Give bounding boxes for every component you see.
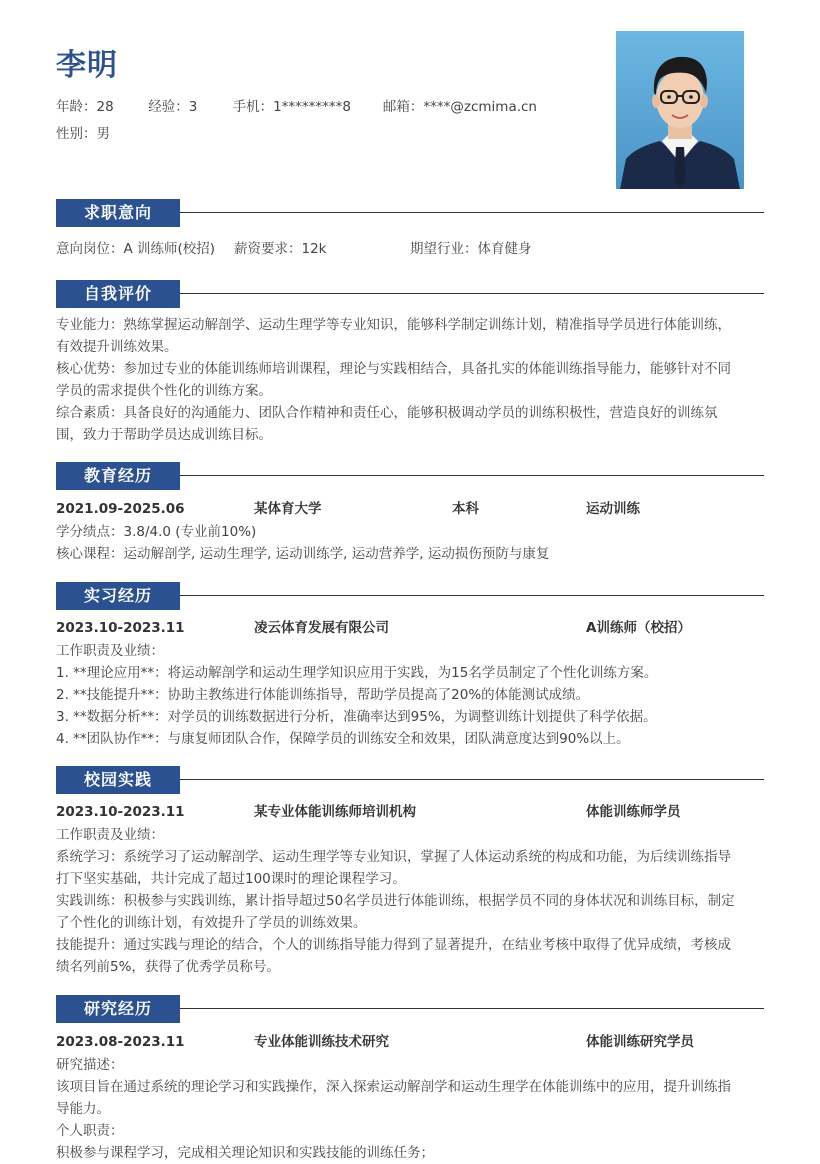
text-line: 围，致力于帮助学员达成训练目标。 bbox=[56, 427, 272, 443]
section-title: 研究经历 bbox=[56, 995, 180, 1023]
section-header bbox=[56, 462, 764, 490]
section-header bbox=[56, 766, 764, 794]
section-title: 实习经历 bbox=[56, 582, 180, 610]
research-role: 体能训练研究学员 bbox=[586, 1034, 694, 1050]
internship-details bbox=[56, 640, 764, 750]
text-line: 工作职责及业绩： bbox=[56, 643, 164, 659]
email: 邮箱：****@zcmima.cn bbox=[382, 99, 537, 115]
text-line: 综合素质：具备良好的沟通能力、团队合作精神和责任心，能够积极调动学员的训练积极性，营造良好的训练氛 bbox=[56, 405, 718, 421]
gender: 性别：男 bbox=[56, 126, 110, 142]
section-divider bbox=[180, 293, 764, 294]
text-line: 2. **技能提升**：协助主教练进行体能训练指导，帮助学员提高了20%的体能测试成绩。 bbox=[56, 687, 590, 703]
intent-salary: 薪资要求：12k bbox=[234, 241, 327, 257]
text-line: 3. **数据分析**：对学员的训练数据进行分析，准确率达到95%，为调整训练计划提供了科学依据。 bbox=[56, 709, 657, 725]
education-date: 2021.09-2025.06 bbox=[56, 501, 185, 517]
self-evaluation-section bbox=[56, 280, 764, 446]
internship-company: 凌云体育发展有限公司 bbox=[254, 620, 389, 636]
text-line: 学员的需求提供个性化的训练方案。 bbox=[56, 383, 272, 399]
internship-section bbox=[56, 582, 764, 750]
candidate-name: 李明 bbox=[56, 48, 118, 83]
education-degree: 本科 bbox=[452, 501, 479, 517]
campus-org: 某专业体能训练师培训机构 bbox=[254, 804, 416, 820]
job-intent-section bbox=[56, 199, 764, 260]
research-project: 专业体能训练技术研究 bbox=[254, 1034, 389, 1050]
education-section bbox=[56, 462, 764, 565]
internship-role: A训练师（校招） bbox=[586, 620, 691, 636]
text-line: 核心优势：参加过专业的体能训练师培训课程，理论与实践相结合，具备扎实的体能训练指导能力，能够针对不同 bbox=[56, 361, 731, 377]
section-divider bbox=[180, 779, 764, 780]
age: 年龄：28 bbox=[56, 99, 114, 115]
self-evaluation-text bbox=[56, 314, 764, 446]
intent-position: 意向岗位：A 训练师(校招) bbox=[56, 241, 216, 257]
phone: 手机：1*********8 bbox=[232, 99, 352, 115]
text-line: 打下坚实基础，共计完成了超过100课时的理论课程学习。 bbox=[56, 871, 406, 887]
text-line: 1. **理论应用**：将运动解剖学和运动生理学知识应用于实践，为15名学员制定了个性化训练方案。 bbox=[56, 665, 658, 681]
text-line: 个人职责： bbox=[56, 1123, 124, 1139]
text-line: 导能力。 bbox=[56, 1101, 110, 1117]
research-entry-header bbox=[56, 1031, 764, 1053]
section-header bbox=[56, 199, 764, 227]
text-line: 研究描述： bbox=[56, 1057, 124, 1073]
research-details bbox=[56, 1054, 764, 1164]
gender-row bbox=[56, 122, 110, 142]
campus-practice-section bbox=[56, 766, 764, 978]
text-line: 4. **团队协作**：与康复师团队合作，保障学员的训练安全和效果，团队满意度达到90%以上。 bbox=[56, 731, 630, 747]
education-entry-header bbox=[56, 498, 764, 520]
campus-role: 体能训练师学员 bbox=[586, 804, 681, 820]
text-line: 技能提升：通过实践与理论的结合，个人的训练指导能力得到了显著提升，在结业考核中取得了优异成绩，考核成 bbox=[56, 937, 731, 953]
section-header bbox=[56, 280, 764, 308]
text-line: 工作职责及业绩： bbox=[56, 827, 164, 843]
education-courses: 核心课程：运动解剖学, 运动生理学, 运动训练学, 运动营养学, 运动损伤预防与康复 bbox=[56, 546, 550, 562]
section-divider bbox=[180, 212, 764, 213]
section-title: 教育经历 bbox=[56, 462, 180, 490]
section-title: 自我评价 bbox=[56, 280, 180, 308]
education-gpa: 学分绩点：3.8/4.0 (专业前10%) bbox=[56, 524, 257, 540]
text-line: 绩名列前5%，获得了优秀学员称号。 bbox=[56, 959, 280, 975]
text-line: 积极参与课程学习，完成相关理论知识和实践技能的训练任务； bbox=[56, 1145, 434, 1161]
campus-details bbox=[56, 824, 764, 978]
intent-industry: 期望行业：体育健身 bbox=[410, 241, 532, 257]
section-divider bbox=[180, 1008, 764, 1009]
basic-info-row bbox=[56, 95, 537, 115]
education-major: 运动训练 bbox=[586, 501, 640, 517]
internship-entry-header bbox=[56, 617, 764, 639]
section-title: 求职意向 bbox=[56, 199, 180, 227]
section-title: 校园实践 bbox=[56, 766, 180, 794]
section-header bbox=[56, 582, 764, 610]
text-line: 了个性化的训练计划，有效提升了学员的训练效果。 bbox=[56, 915, 367, 931]
campus-entry-header bbox=[56, 801, 764, 823]
profile-photo bbox=[616, 31, 744, 189]
section-header bbox=[56, 995, 764, 1023]
text-line: 实践训练：积极参与实践训练，累计指导超过50名学员进行体能训练，根据学员不同的身体状况和训练目标，制定 bbox=[56, 893, 735, 909]
text-line: 专业能力：熟练掌握运动解剖学、运动生理学等专业知识，能够科学制定训练计划，精准指导学员进行体能训练， bbox=[56, 317, 731, 333]
internship-date: 2023.10-2023.11 bbox=[56, 620, 185, 636]
text-line: 该项目旨在通过系统的理论学习和实践操作，深入探索运动解剖学和运动生理学在体能训练中的应用，提升训练指 bbox=[56, 1079, 731, 1095]
campus-date: 2023.10-2023.11 bbox=[56, 804, 185, 820]
text-line: 系统学习：系统学习了运动解剖学、运动生理学等专业知识，掌握了人体运动系统的构成和功能，为后续训练指导 bbox=[56, 849, 731, 865]
research-date: 2023.08-2023.11 bbox=[56, 1034, 185, 1050]
education-school: 某体育大学 bbox=[254, 501, 322, 517]
experience: 经验：3 bbox=[148, 99, 198, 115]
text-line: 有效提升训练效果。 bbox=[56, 339, 178, 355]
section-divider bbox=[180, 475, 764, 476]
profile-photo-image bbox=[616, 31, 744, 189]
job-intent-row bbox=[56, 238, 764, 260]
research-section bbox=[56, 995, 764, 1164]
section-divider bbox=[180, 595, 764, 596]
